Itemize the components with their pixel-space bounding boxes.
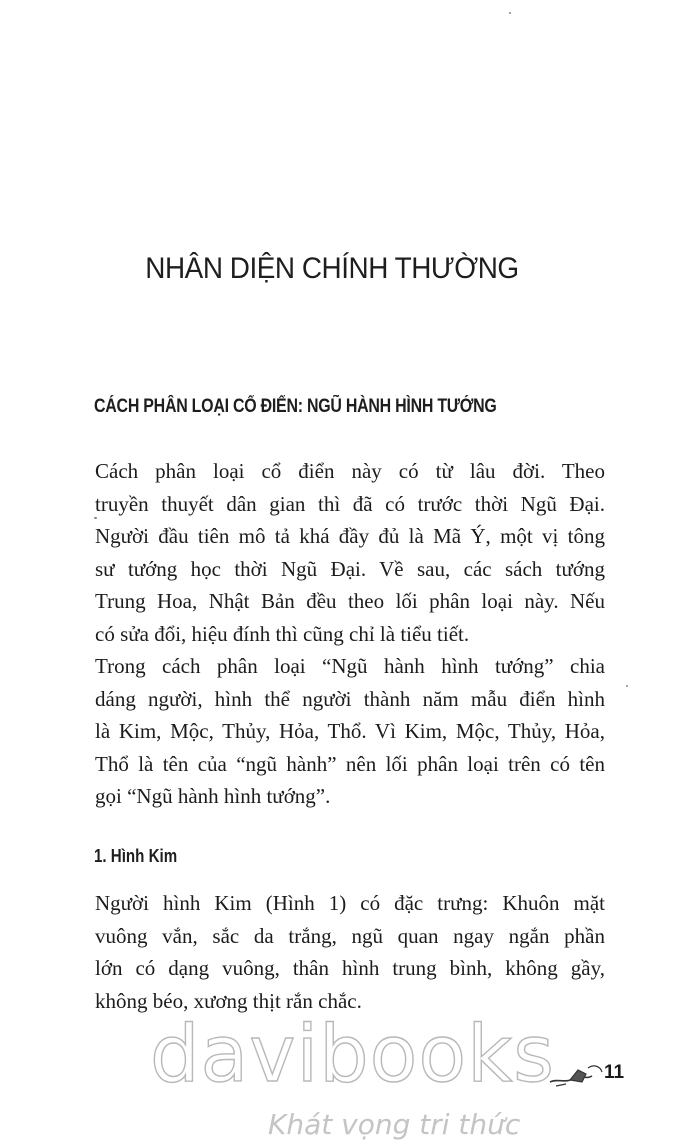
paragraph-1-line: Trung Hoa, Nhật Bản đều theo lối phân loại này. Nếu — [95, 589, 605, 613]
dust-speck — [626, 685, 628, 687]
watermark-brand: davibooks — [150, 1010, 555, 1100]
subheading-hinh-kim: 1. Hình Kim — [94, 846, 178, 866]
paragraph-1-line: sư tướng học thời Ngũ Đại. Về sau, các sách tướng — [95, 556, 605, 581]
paragraph-3-line: vuông vắn, sắc da trắng, ngũ quan ngay ngắn phần — [95, 923, 605, 948]
paragraph-1-line: Người đầu tiên mô tả khá đầy đủ là Mã Ý, một vị tông — [95, 524, 605, 548]
paragraph-3 — [95, 887, 605, 1017]
paragraph-3-line: lớn có dạng vuông, thân hình trung bình, không gầy, — [95, 956, 605, 980]
paragraph-3-line: Người hình Kim (Hình 1) có đặc trưng: Khuôn mặt — [95, 891, 605, 915]
paragraph-1-line: Cách phân loại cổ điển này có từ lâu đời. Theo — [95, 459, 605, 483]
paragraph-2-line: gọi “Ngũ hành hình tướng”. — [95, 784, 331, 808]
paragraph-2-line: Trong cách phân loại “Ngũ hành hình tướng” chia — [95, 654, 605, 678]
dust-speck — [509, 12, 511, 14]
paragraph-1 — [95, 455, 605, 650]
section-heading: CÁCH PHÂN LOẠI CỔ ĐIỂN: NGŨ HÀNH HÌNH TƯỚNG — [94, 396, 497, 417]
paragraph-3-line: không béo, xương thịt rắn chắc. — [95, 988, 362, 1013]
paragraph-2-line: là Kim, Mộc, Thủy, Hỏa, Thổ. Vì Kim, Mộc, Thủy, Hỏa, — [95, 719, 605, 743]
paragraph-2 — [95, 650, 605, 813]
page-number: 11 — [604, 1062, 625, 1083]
dust-speck — [94, 517, 97, 519]
chapter-title: NHÂN DIỆN CHÍNH THƯỜNG — [145, 252, 519, 285]
watermark-tagline: Khát vọng tri thức — [268, 1108, 521, 1141]
paragraph-2-line: Thổ là tên của “ngũ hành” nên lối phân loại trên có tên — [95, 751, 605, 776]
page-ornament-icon — [548, 1060, 604, 1090]
paragraph-1-line: truyền thuyết dân gian thì đã có trước thời Ngũ Đại. — [95, 491, 605, 516]
paragraph-1-line: có sửa đổi, hiệu đính thì cũng chỉ là tiểu tiết. — [95, 621, 470, 646]
paragraph-2-line: dáng người, hình thể người thành năm mẫu điển hình — [95, 686, 605, 711]
